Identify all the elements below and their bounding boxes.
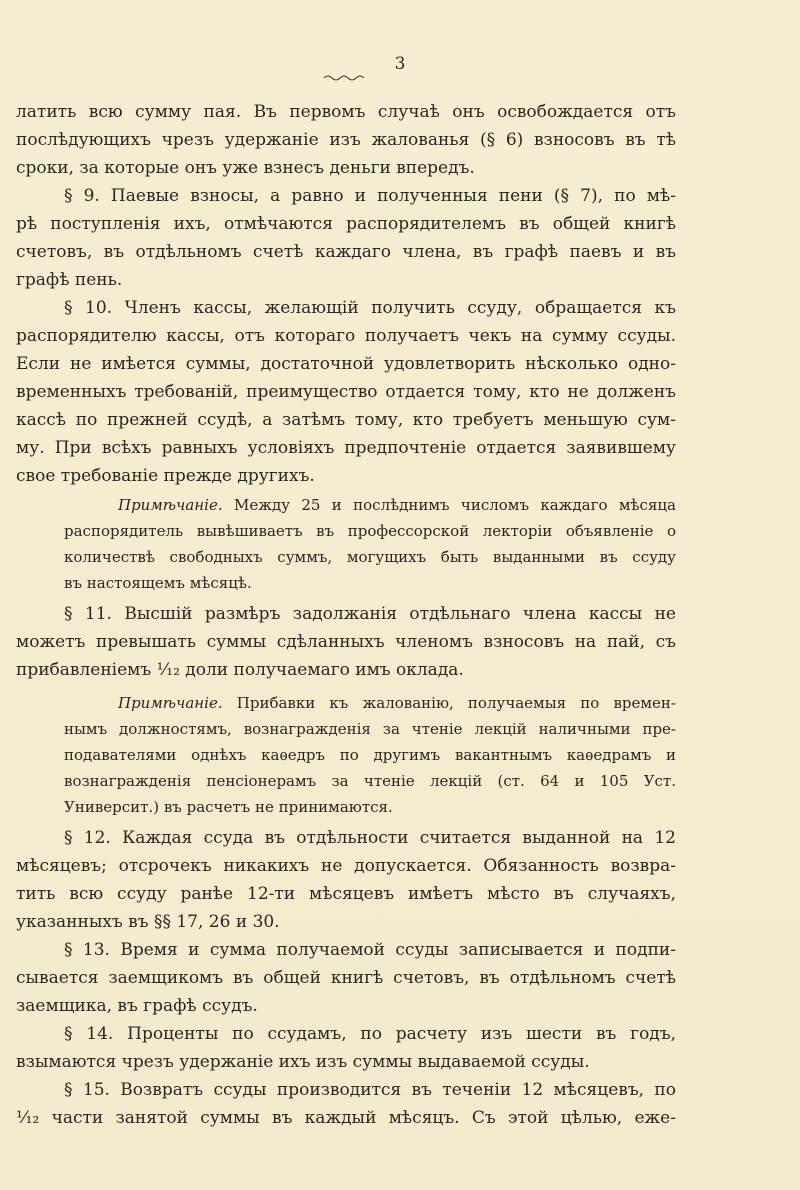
text-line: кассѣ по прежней ссудѣ, а затѣмъ тому, кто требуетъ меньшую сум- (16, 410, 676, 430)
body-text (16, 98, 676, 1132)
text-line: § 9. Паевые взносы, а равно и полученныя пени (§ 7), по мѣ- (64, 186, 676, 206)
text-line: счетовъ, въ отдѣльномъ счетѣ каждаго члена, въ графѣ паевъ и въ (16, 242, 676, 262)
note-line: количествѣ свободныхъ суммъ, могущихъ быть выданными въ ссуду (64, 548, 676, 566)
text-line: § 11. Высшій размѣръ задолжанія отдѣльнаго члена кассы не (64, 604, 676, 624)
text-line: Если не имѣется суммы, достаточной удовлетворить нѣсколько одно- (16, 354, 676, 374)
text-line: временныхъ требованій, преимущество отдается тому, кто не долженъ (16, 382, 676, 402)
note-label: Примѣчаніе. (118, 694, 223, 712)
text-line: взымаются чрезъ удержаніе ихъ изъ суммы выдаваемой ссуды. (16, 1052, 590, 1072)
text-line: тить всю ссуду ранѣе 12-ти мѣсяцевъ имѣетъ мѣсто въ случаяхъ, (16, 884, 676, 904)
page-number: 3 (394, 54, 406, 74)
text-line: можетъ превышать суммы сдѣланныхъ членомъ взносовъ на пай, съ (16, 632, 676, 652)
text-line: ¹⁄₁₂ части занятой суммы въ каждый мѣсяцъ. Съ этой цѣлью, еже- (16, 1108, 676, 1128)
note-text: Между 25 и послѣднимъ числомъ каждаго мѣсяца (233, 496, 677, 514)
text-line: указанныхъ въ §§ 17, 26 и 30. (16, 912, 280, 932)
ornament-flourish (322, 74, 370, 82)
note-2 (16, 690, 676, 820)
text-line: § 10. Членъ кассы, желающій получить ссуду, обращается къ (64, 298, 676, 318)
text-line: § 12. Каждая ссуда въ отдѣльности считается выданной на 12 (64, 828, 676, 848)
note-line: вознагражденія пенсіонерамъ за чтеніе лекцій (ст. 64 и 105 Уст. (64, 772, 676, 790)
note-line: распорядитель вывѣшиваетъ въ профессорской лекторіи объявленіе о (64, 522, 676, 540)
text-line: сроки, за которые онъ уже взнесъ деньги впередъ. (16, 158, 475, 178)
text-line: § 14. Проценты по ссудамъ, по расчету изъ шести въ годъ, (64, 1024, 676, 1044)
note-text: Прибавки къ жалованію, получаемыя по времен- (236, 694, 676, 712)
text-line: § 15. Возвратъ ссуды производится въ теченіи 12 мѣсяцевъ, по (64, 1080, 676, 1100)
text-line: сывается заемщикомъ въ общей книгѣ счетовъ, въ отдѣльномъ счетѣ (16, 968, 676, 988)
text-line: послѣдующихъ чрезъ удержаніе изъ жалованья (§ 6) взносовъ въ тѣ (16, 130, 676, 150)
note-line (16, 492, 676, 518)
text-line: прибавленіемъ ¹⁄₁₂ доли получаемаго имъ оклада. (16, 660, 464, 680)
text-line: мѣсяцевъ; отсрочекъ никакихъ не допускается. Обязанность возвра- (16, 856, 676, 876)
text-line: § 13. Время и сумма получаемой ссуды записывается и подпи- (64, 940, 676, 960)
text-line: свое требованіе прежде другихъ. (16, 466, 315, 486)
text-line: графѣ пень. (16, 270, 123, 290)
text-line: заемщика, въ графѣ ссудъ. (16, 996, 258, 1016)
note-line: въ настоящемъ мѣсяцѣ. (64, 574, 252, 592)
note-line (16, 690, 676, 716)
note-label: Примѣчаніе. (118, 496, 223, 514)
note-line: нымъ должностямъ, вознагражденія за чтеніе лекцій наличными пре- (64, 720, 676, 738)
text-line: латить всю сумму пая. Въ первомъ случаѣ онъ освобождается отъ (16, 102, 676, 122)
text-line: рѣ поступленія ихъ, отмѣчаются распорядителемъ въ общей книгѣ (16, 214, 676, 234)
note-line: подавателями однѣхъ каѳедръ по другимъ вакантнымъ каѳедрамъ и (64, 746, 676, 764)
note-1 (16, 492, 676, 596)
text-line: распорядителю кассы, отъ котораго получаетъ чекъ на сумму ссуды. (16, 326, 676, 346)
text-line: му. При всѣхъ равныхъ условіяхъ предпочтеніе отдается заявившему (16, 438, 676, 458)
note-line: Университ.) въ расчетъ не принимаются. (64, 798, 393, 816)
